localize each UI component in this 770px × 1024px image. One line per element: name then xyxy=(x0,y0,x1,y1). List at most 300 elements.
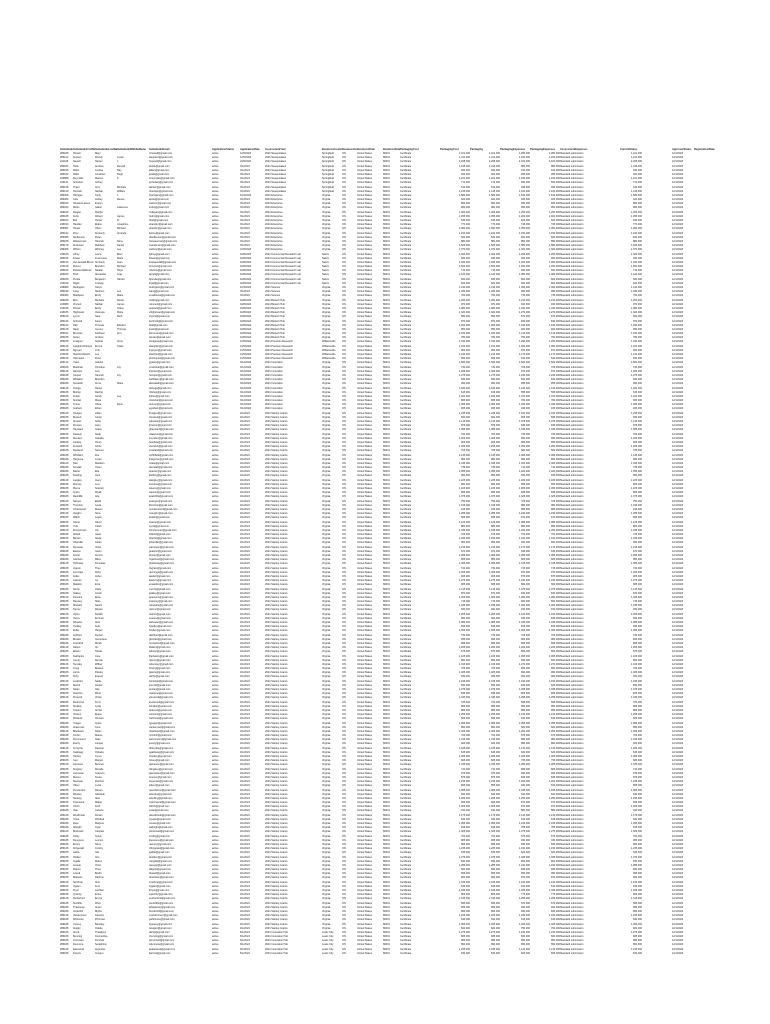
table-cell: active xyxy=(212,173,240,177)
table-cell: 4/1/2024 xyxy=(240,433,265,437)
table-cell: Virginia xyxy=(322,688,342,692)
table-cell: 2024 Enterprise xyxy=(265,223,322,227)
table-cell: 2024 Startup Grants xyxy=(265,428,322,432)
table-cell: active xyxy=(212,206,240,210)
table-cell: 4/1/2024 xyxy=(240,864,265,868)
table-cell: 1,090,000 xyxy=(470,227,500,231)
table-cell: ON xyxy=(342,173,357,177)
table-cell: 86431 xyxy=(383,244,400,248)
table-cell: 1,421,000 xyxy=(620,152,642,156)
table-cell: 865,000 xyxy=(470,491,500,495)
table-cell: Atlas xyxy=(95,738,117,742)
table-cell: 1,265,000 xyxy=(470,646,500,650)
table-cell: 286148 xyxy=(60,445,73,449)
table-cell: 286195 xyxy=(60,186,73,190)
table-cell: Certificate xyxy=(400,562,440,566)
table-cell: 1,275,000 xyxy=(440,579,470,583)
table-cell: 865,000 xyxy=(500,642,530,646)
table-cell: ON xyxy=(342,906,357,910)
table-cell: active xyxy=(212,491,240,495)
table-cell: ON xyxy=(342,546,357,550)
table-cell: active xyxy=(212,299,240,303)
table-cell: 4/1/2024 xyxy=(240,780,265,784)
table-cell: 86431 xyxy=(383,190,400,194)
table-cell: Lewis City xyxy=(322,943,342,947)
table-cell: Standard submission xyxy=(560,617,620,621)
table-cell: Standard submission xyxy=(560,508,620,512)
table-cell: 12/1/2023 xyxy=(672,345,694,349)
table-cell: 1,040,000 xyxy=(500,307,530,311)
table-cell: pholmquist@gmail.com xyxy=(149,357,212,361)
table-cell: 86431 xyxy=(383,495,400,499)
table-cell: Dunmore xyxy=(73,943,95,947)
table-cell: aholle@gmail.com xyxy=(149,165,212,169)
table-cell: 12/1/2023 xyxy=(672,403,694,407)
table-cell: Matthews xyxy=(73,294,95,298)
table-cell: 1,100,000 xyxy=(620,345,642,349)
table-cell: 86431 xyxy=(383,412,400,416)
table-cell: 12/1/2023 xyxy=(672,395,694,399)
table-cell: 12/1/2023 xyxy=(672,583,694,587)
table-cell: active xyxy=(212,814,240,818)
table-cell: 2024 Biotech Hub xyxy=(265,332,322,336)
table-cell: 860,000 xyxy=(440,659,470,663)
table-cell: 286188 xyxy=(60,939,73,943)
table-cell: Standard submission xyxy=(560,370,620,374)
table-cell: 690,000 xyxy=(620,315,642,319)
table-cell: Virginia xyxy=(322,562,342,566)
table-cell: Fitzgerald xyxy=(73,847,95,851)
table-cell: 86431 xyxy=(383,575,400,579)
table-cell: kvanausdall@gmail.com xyxy=(149,261,212,265)
table-cell: 665,000 xyxy=(620,717,642,721)
table-cell: ON xyxy=(342,311,357,315)
table-cell: active xyxy=(212,809,240,813)
table-cell: 86431 xyxy=(383,198,400,202)
table-cell: 2024 Startup Grants xyxy=(265,839,322,843)
table-cell: 1,285,000 xyxy=(500,763,530,767)
table-cell: 1,365,000 xyxy=(440,562,470,566)
table-cell: Lee xyxy=(95,353,117,357)
table-cell: Virginia xyxy=(322,780,342,784)
table-cell: 86431 xyxy=(383,876,400,880)
table-cell: 1,045,000 xyxy=(530,621,560,625)
table-cell: 12/1/2023 xyxy=(672,814,694,818)
table-cell: 4/1/2024 xyxy=(240,910,265,914)
table-cell: 710,000 xyxy=(620,269,642,273)
table-cell: Emily xyxy=(95,307,117,311)
table-cell: United States xyxy=(357,914,383,918)
table-cell: 12/1/2023 xyxy=(672,797,694,801)
table-cell: United States xyxy=(357,202,383,206)
table-cell: active xyxy=(212,646,240,650)
table-cell: 12/1/2023 xyxy=(672,935,694,939)
table-cell: Devereux xyxy=(73,839,95,843)
table-cell: 2024 Startup Grants xyxy=(265,596,322,600)
table-cell: 286188 xyxy=(60,454,73,458)
table-cell: 2024 Precision Research xyxy=(265,357,322,361)
table-cell: Seraphina xyxy=(95,943,117,947)
table-cell: Virginia xyxy=(322,734,342,738)
table-cell: 86431 xyxy=(383,529,400,533)
table-cell: dupton@gmail.com xyxy=(149,613,212,617)
table-cell: 855,000 xyxy=(440,558,470,562)
table-cell: Lang xyxy=(73,290,95,294)
table-cell: 705,000 xyxy=(470,667,500,671)
table-cell: 2024 Enterprise xyxy=(265,211,322,215)
table-cell: Certificate xyxy=(400,663,440,667)
table-cell: United States xyxy=(357,290,383,294)
table-cell: Standard submission xyxy=(560,307,620,311)
table-cell: Standard submission xyxy=(560,232,620,236)
table-cell: 1,360,000 xyxy=(530,286,560,290)
table-cell: United States xyxy=(357,562,383,566)
table-cell: Forsythe xyxy=(73,747,95,751)
table-cell: 86431 xyxy=(383,428,400,432)
table-cell: United States xyxy=(357,596,383,600)
table-cell: mreynolds@gmail.com xyxy=(149,177,212,181)
table-cell: 86431 xyxy=(383,387,400,391)
table-cell: Wheeler xyxy=(73,621,95,625)
table-cell: 1,580,000 xyxy=(530,244,560,248)
table-cell: 730,000 xyxy=(470,366,500,370)
table-cell: 715,000 xyxy=(470,600,500,604)
table-cell: Turner xyxy=(73,403,95,407)
table-cell: 286148 xyxy=(60,780,73,784)
table-cell: 12/1/2023 xyxy=(672,437,694,441)
table-cell: United States xyxy=(357,759,383,763)
table-cell: 1,400,000 xyxy=(530,215,560,219)
table-cell: 710,000 xyxy=(470,768,500,772)
table-cell: Certificate xyxy=(400,923,440,927)
table-cell: Certificate xyxy=(400,533,440,537)
table-cell: 286120 xyxy=(60,156,73,160)
table-cell: Virginia xyxy=(322,881,342,885)
table-cell: Brennan xyxy=(73,332,95,336)
table-cell: United States xyxy=(357,600,383,604)
table-cell: 870,000 xyxy=(620,320,642,324)
table-cell: United States xyxy=(357,541,383,545)
table-cell: active xyxy=(212,759,240,763)
table-cell: Virginia xyxy=(322,696,342,700)
table-cell: Virginia xyxy=(322,805,342,809)
table-cell: Karen xyxy=(95,320,117,324)
table-cell: Certificate xyxy=(400,215,440,219)
table-cell: 286148 xyxy=(60,479,73,483)
table-cell: Certificate xyxy=(400,160,440,164)
table-cell: Winslow xyxy=(73,717,95,721)
table-cell: Certificate xyxy=(400,634,440,638)
table-cell: active xyxy=(212,521,240,525)
table-cell: active xyxy=(212,223,240,227)
table-cell: 286188 xyxy=(60,483,73,487)
table-cell: 12/1/2023 xyxy=(672,567,694,571)
table-cell: Daniel xyxy=(95,387,117,391)
table-cell: 1,040,000 xyxy=(470,261,500,265)
table-cell: 4/1/2024 xyxy=(240,495,265,499)
table-cell: ON xyxy=(342,232,357,236)
table-cell: 735,000 xyxy=(530,433,560,437)
table-cell: 1,190,000 xyxy=(530,847,560,851)
table-cell: 12/1/2023 xyxy=(672,860,694,864)
table-cell: Albright xyxy=(73,826,95,830)
table-cell: Peter xyxy=(95,357,117,361)
table-cell: 1,055,000 xyxy=(470,470,500,474)
table-cell: United States xyxy=(357,906,383,910)
table-cell: Standard submission xyxy=(560,273,620,277)
table-cell: 650,000 xyxy=(440,684,470,688)
table-cell: Kilgore xyxy=(73,868,95,872)
table-cell: Certificate xyxy=(400,236,440,240)
table-cell: 825,000 xyxy=(440,759,470,763)
table-cell: Certificate xyxy=(400,299,440,303)
table-cell: bpurdie@gmail.com xyxy=(149,278,212,282)
table-cell: Standard submission xyxy=(560,600,620,604)
table-cell: 2024 Startup Grants xyxy=(265,763,322,767)
table-cell: 1,420,000 xyxy=(620,395,642,399)
table-cell: 1,440,000 xyxy=(500,324,530,328)
table-cell: ON xyxy=(342,466,357,470)
table-cell: Certificate xyxy=(400,198,440,202)
table-cell: 840,000 xyxy=(530,320,560,324)
table-cell: active xyxy=(212,190,240,194)
table-cell: Virginia xyxy=(322,487,342,491)
table-cell: active xyxy=(212,495,240,499)
table-cell: 4/1/2024 xyxy=(240,437,265,441)
table-cell: active xyxy=(212,340,240,344)
table-cell: 12/1/2023 xyxy=(672,759,694,763)
table-cell: 645,000 xyxy=(620,851,642,855)
table-cell: ON xyxy=(342,407,357,411)
table-cell: Virginia xyxy=(322,370,342,374)
table-cell: Zeller xyxy=(73,629,95,633)
table-cell: Virginia xyxy=(322,315,342,319)
table-cell: Certificate xyxy=(400,273,440,277)
table-cell: 2024 Startup Grants xyxy=(265,897,322,901)
table-cell: active xyxy=(212,839,240,843)
table-cell: Newman xyxy=(73,780,95,784)
table-cell: Felix xyxy=(95,625,117,629)
table-cell: 2,208,000 xyxy=(470,160,500,164)
table-cell: ON xyxy=(342,290,357,294)
table-cell: 2024 Startup Grants xyxy=(265,742,322,746)
table-cell: United States xyxy=(357,512,383,516)
table-cell: 1,335,000 xyxy=(440,763,470,767)
table-cell: ON xyxy=(342,391,357,395)
table-cell: Standard submission xyxy=(560,789,620,793)
table-cell: United States xyxy=(357,776,383,780)
table-cell: active xyxy=(212,433,240,437)
table-cell: Standard submission xyxy=(560,730,620,734)
table-cell: egraham@gmail.com xyxy=(149,407,212,411)
table-cell: 286188 xyxy=(60,906,73,910)
table-cell: Certificate xyxy=(400,851,440,855)
table-cell: Virginia xyxy=(322,818,342,822)
table-cell: 1,355,000 xyxy=(620,629,642,633)
table-cell: Certificate xyxy=(400,428,440,432)
table-cell: United States xyxy=(357,571,383,575)
table-cell: Nathan xyxy=(95,190,117,194)
table-cell: United States xyxy=(357,211,383,215)
table-cell: Virginia xyxy=(322,755,342,759)
table-cell: 1,410,000 xyxy=(440,286,470,290)
table-cell: 2024 Enterprise xyxy=(265,240,322,244)
table-cell: 985,000 xyxy=(620,939,642,943)
table-cell: 2024 Startup Grants xyxy=(265,876,322,880)
table-cell: 660,000 xyxy=(530,935,560,939)
table-cell: Virginia xyxy=(322,474,342,478)
table-cell: mzane@gmail.com xyxy=(149,822,212,826)
table-cell: 12/1/2023 xyxy=(672,726,694,730)
table-cell: 12/1/2023 xyxy=(672,776,694,780)
table-cell: 2024 Biotech Hub xyxy=(265,299,322,303)
table-cell: 4/1/2024 xyxy=(240,876,265,880)
table-cell: 4/1/2024 xyxy=(240,428,265,432)
table-cell: 1,120,000 xyxy=(470,273,500,277)
table-cell: 86431 xyxy=(383,219,400,223)
table-cell: Emily xyxy=(95,294,117,298)
table-cell: 780,000 xyxy=(530,399,560,403)
table-cell: 950,000 xyxy=(440,328,470,332)
table-cell: active xyxy=(212,257,240,261)
table-cell: 243198 xyxy=(60,307,73,311)
table-cell: Standard submission xyxy=(560,897,620,901)
table-cell: Schmidt xyxy=(73,320,95,324)
table-cell: 680,000 xyxy=(500,667,530,671)
table-cell: 12/1/2023 xyxy=(672,370,694,374)
table-cell: 4/1/2024 xyxy=(240,583,265,587)
table-cell: Maddox xyxy=(73,583,95,587)
table-cell: active xyxy=(212,596,240,600)
table-cell: Standard submission xyxy=(560,412,620,416)
table-cell: 885,000 xyxy=(620,709,642,713)
table-cell: 86431 xyxy=(383,378,400,382)
table-cell: 4/28/2024 xyxy=(240,265,265,269)
table-cell: ON xyxy=(342,692,357,696)
table-cell: 1,035,000 xyxy=(470,604,500,608)
table-cell: Standard submission xyxy=(560,613,620,617)
table-cell: 2024 Startup Grants xyxy=(265,843,322,847)
table-cell: bjameson@gmail.com xyxy=(149,763,212,767)
table-cell: lstanford@gmail.com xyxy=(149,353,212,357)
table-cell: 12/1/2023 xyxy=(672,378,694,382)
table-cell: 980,000 xyxy=(500,504,530,508)
table-cell: 1,180,000 xyxy=(530,156,560,160)
table-cell: 955,000 xyxy=(440,906,470,910)
table-cell: 12/1/2023 xyxy=(672,784,694,788)
table-cell: 880,000 xyxy=(530,809,560,813)
table-cell: active xyxy=(212,353,240,357)
table-cell: Osborne xyxy=(73,692,95,696)
table-cell: 1,325,000 xyxy=(500,495,530,499)
table-cell: Certificate xyxy=(400,474,440,478)
table-cell: Nguyen xyxy=(73,349,95,353)
table-cell: Sutter xyxy=(73,336,95,340)
table-cell: active xyxy=(212,512,240,516)
table-cell: cmarshall@gmail.com xyxy=(149,366,212,370)
table-cell: 12/1/2023 xyxy=(672,391,694,395)
table-cell: Ingalls xyxy=(73,860,95,864)
table-cell: Standard submission xyxy=(560,294,620,298)
table-cell: ON xyxy=(342,881,357,885)
table-cell: United States xyxy=(357,667,383,671)
table-cell: Elijah xyxy=(95,500,117,504)
table-cell: United States xyxy=(357,730,383,734)
table-cell: 1,000,000 xyxy=(530,604,560,608)
table-cell: 12/1/2023 xyxy=(672,906,694,910)
table-cell: Virginia xyxy=(322,512,342,516)
table-cell: 665,000 xyxy=(500,416,530,420)
table-cell: 1,345,000 xyxy=(620,696,642,700)
table-cell: 870,000 xyxy=(440,320,470,324)
table-cell: 12/1/2023 xyxy=(672,491,694,495)
table-cell: ON xyxy=(342,441,357,445)
table-cell: United States xyxy=(357,261,383,265)
table-cell: 4/1/2024 xyxy=(240,847,265,851)
table-cell: ndubois@gmail.com xyxy=(149,269,212,273)
table-cell: 995,000 xyxy=(470,638,500,642)
table-cell: 1,410,000 xyxy=(620,286,642,290)
table-cell: Virginia xyxy=(322,215,342,219)
table-cell: United States xyxy=(357,445,383,449)
table-cell: 243190 xyxy=(60,223,73,227)
table-cell: Virginia xyxy=(322,763,342,767)
table-cell: Galloway xyxy=(73,751,95,755)
table-cell: 1,145,000 xyxy=(470,190,500,194)
table-cell: Sylvie xyxy=(95,835,117,839)
table-cell: United States xyxy=(357,809,383,813)
table-cell: Daphne xyxy=(95,876,117,880)
table-cell: 1,385,000 xyxy=(470,428,500,432)
table-cell: 3/12/2024 xyxy=(240,370,265,374)
table-cell: 695,000 xyxy=(440,902,470,906)
table-cell: United States xyxy=(357,751,383,755)
table-cell: 286182 xyxy=(60,332,73,336)
table-cell: active xyxy=(212,592,240,596)
table-cell: ON xyxy=(342,696,357,700)
table-cell: 86431 xyxy=(383,726,400,730)
table-cell: United States xyxy=(357,253,383,257)
table-cell: Standard submission xyxy=(560,550,620,554)
table-cell: pcromwell@gmail.com xyxy=(149,939,212,943)
table-cell: Virginia xyxy=(322,458,342,462)
table-cell: Standard submission xyxy=(560,416,620,420)
table-cell: active xyxy=(212,336,240,340)
table-cell: 12/1/2023 xyxy=(672,299,694,303)
table-cell: Standard submission xyxy=(560,659,620,663)
table-cell: United States xyxy=(357,864,383,868)
table-cell: lramirez@gmail.com xyxy=(149,370,212,374)
table-cell: Hoefer xyxy=(73,227,95,231)
table-cell: 1,030,000 xyxy=(620,290,642,294)
table-cell: active xyxy=(212,847,240,851)
table-cell: 86431 xyxy=(383,253,400,257)
table-cell: Certificate xyxy=(400,554,440,558)
table-cell: 1,455,000 xyxy=(470,215,500,219)
table-cell: 805,000 xyxy=(440,399,470,403)
table-cell: Standard submission xyxy=(560,608,620,612)
table-cell: 1,045,000 xyxy=(530,789,560,793)
table-cell: 86431 xyxy=(383,156,400,160)
table-cell: United States xyxy=(357,546,383,550)
table-cell: 4/1/2024 xyxy=(240,826,265,830)
table-cell: 4/1/2024 xyxy=(240,902,265,906)
table-cell: 286188 xyxy=(60,491,73,495)
table-cell: ON xyxy=(342,500,357,504)
table-cell: Certificate xyxy=(400,583,440,587)
table-cell: Redington xyxy=(73,286,95,290)
table-cell: 845,000 xyxy=(620,625,642,629)
